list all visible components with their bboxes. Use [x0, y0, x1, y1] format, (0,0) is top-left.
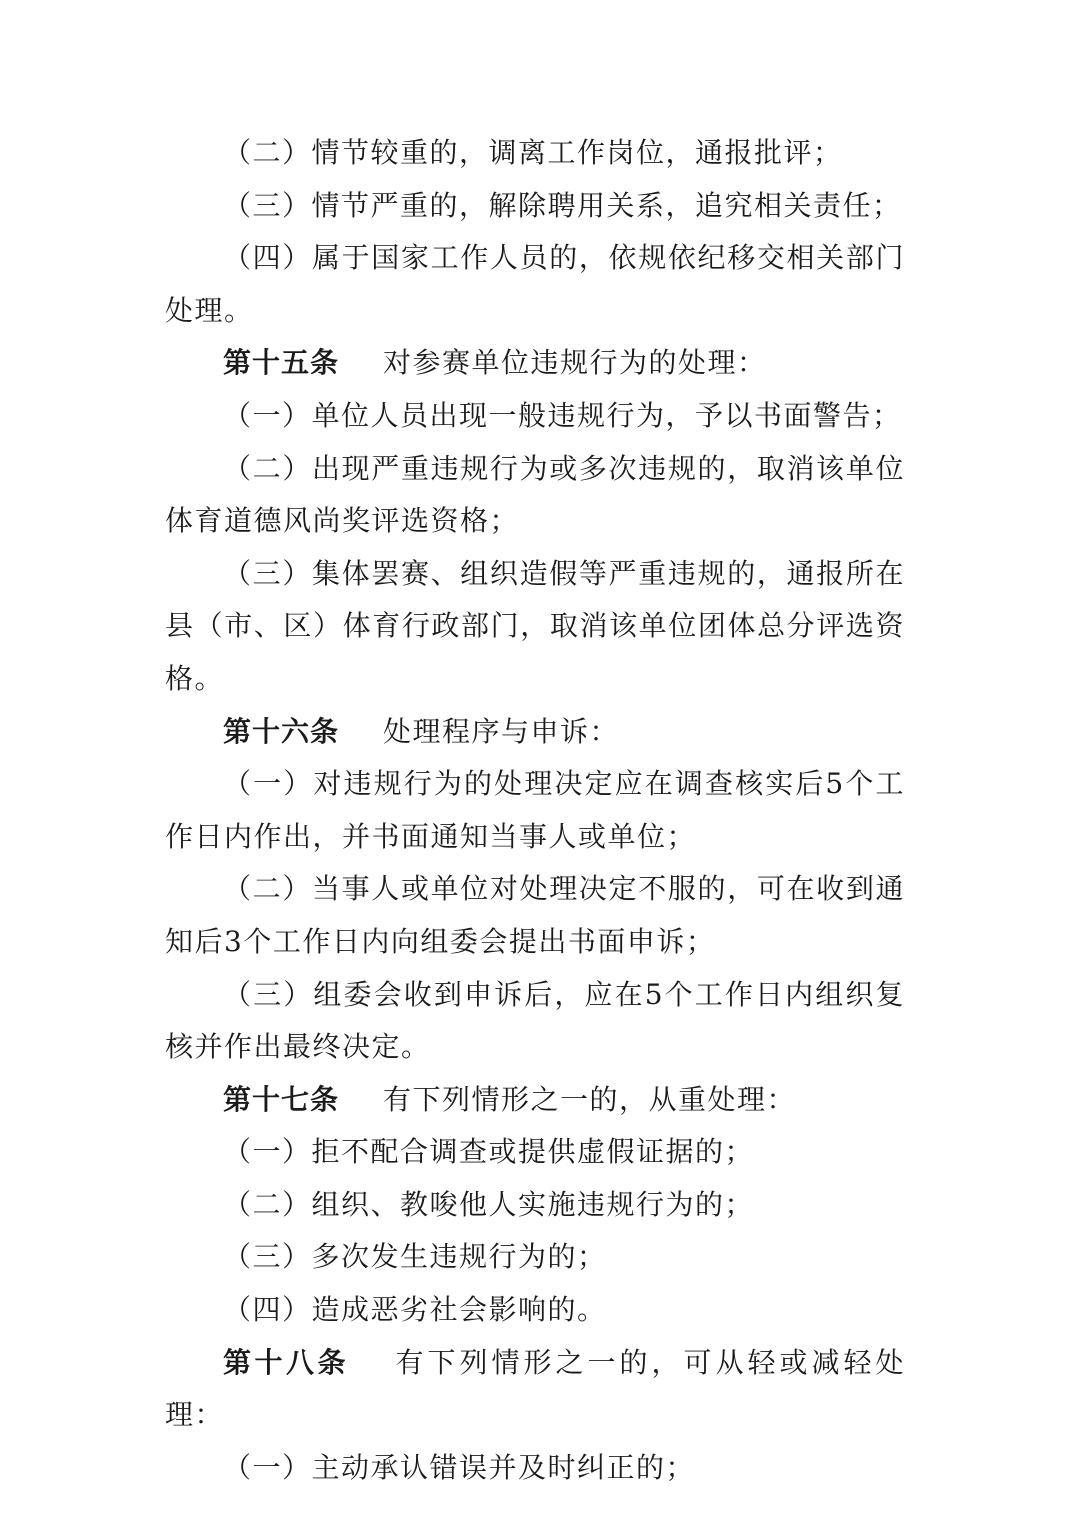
clause-item: （一）拒不配合调查或提供虚假证据的； — [223, 1135, 755, 1169]
article-16 — [165, 706, 905, 759]
article-text: 有下列情形之一的，从重处理： — [383, 1082, 797, 1116]
clause-item: （二）出现严重违规行为或多次违规的，取消该单位体育道德风尚奖评选资格； — [165, 451, 905, 538]
clause-item: （二）组织、教唆他人实施违规行为的； — [223, 1187, 755, 1221]
document-body — [165, 127, 905, 1494]
clause-item: （一）主动承认错误并及时纠正的； — [223, 1450, 696, 1484]
article-17 — [165, 1074, 905, 1127]
clause-item: （二）情节较重的，调离工作岗位，通报批评； — [223, 136, 843, 169]
article-heading: 第十八条 — [223, 1345, 349, 1379]
clause-item: （一）对违规行为的处理决定应在调查核实后5个工作日内作出，并书面通知当事人或单位； — [165, 767, 905, 853]
article-heading: 第十六条 — [223, 714, 340, 748]
clause-item: （三）组委会收到申诉后，应在5个工作日内组织复核并作出最终决定。 — [165, 977, 905, 1064]
clause-item: （三）集体罢赛、组织造假等严重违规的，通报所在县（市、区）体育行政部门，取消该单位团体总分评选资格。 — [165, 556, 905, 695]
article-text: 处理程序与申诉： — [383, 714, 620, 748]
article-text: 有下列情形之一的，可从轻或减轻处理： — [165, 1345, 905, 1432]
clause-item: （四）属于国家工作人员的，依规依纪移交相关部门处理。 — [165, 241, 905, 327]
article-heading: 第十五条 — [223, 346, 340, 380]
article-heading: 第十七条 — [223, 1082, 340, 1116]
clause-item: （四）造成恶劣社会影响的。 — [223, 1293, 607, 1327]
clause-item: （三）多次发生违规行为的； — [223, 1240, 607, 1274]
clause-item: （三）情节严重的，解除聘用关系，追究相关责任； — [223, 188, 902, 222]
clause-item: （一）单位人员出现一般违规行为，予以书面警告； — [223, 398, 902, 432]
clause-item: （二）当事人或单位对处理决定不服的，可在收到通知后3个工作日内向组委会提出书面申诉； — [165, 872, 905, 958]
article-18 — [165, 1337, 905, 1442]
article-text: 对参赛单位违规行为的处理： — [383, 346, 767, 380]
article-15 — [165, 337, 905, 390]
